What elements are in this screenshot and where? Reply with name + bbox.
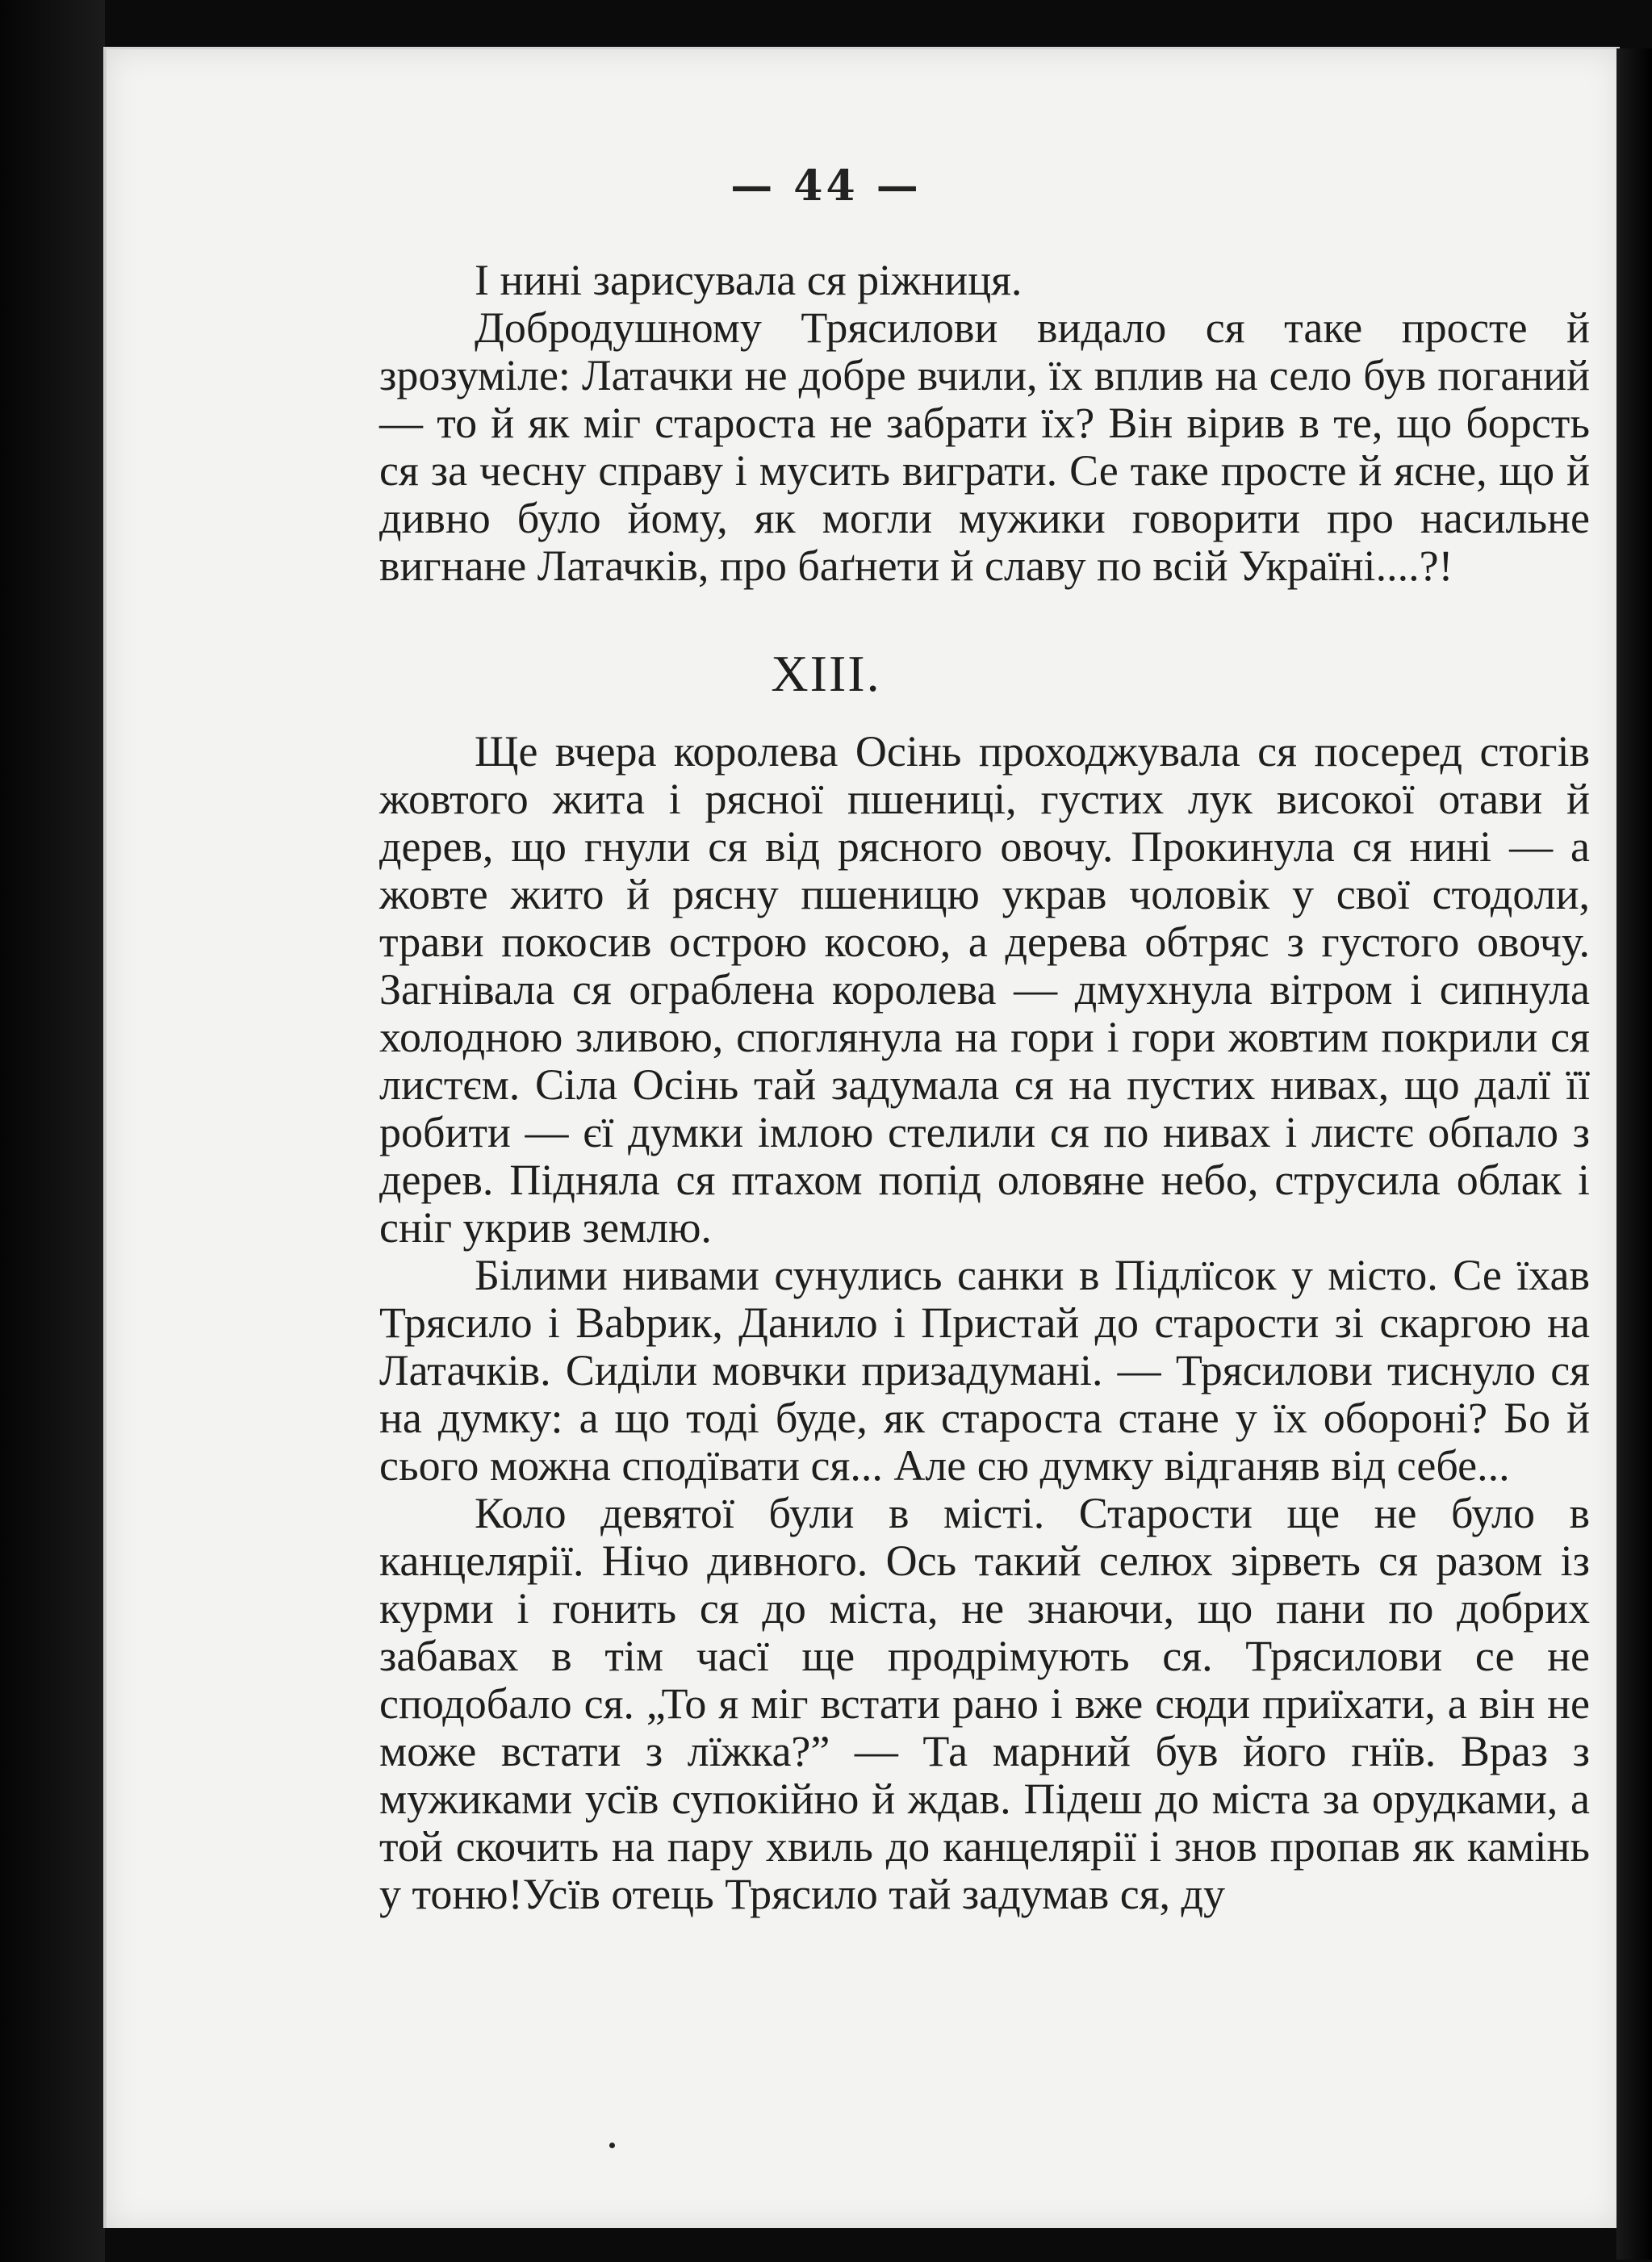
page-number: — 44 — [730, 161, 922, 211]
ink-speck [609, 2143, 615, 2148]
paragraph: І нині зарисувала ся ріжниця. [475, 256, 1023, 304]
chapter-title: XIII. [771, 645, 881, 702]
chapter-text [379, 728, 1590, 1918]
paragraph: Добродушному Трясилови видало ся таке просте й зрозуміле: Латачки не добре вчили, їх вплив на село був поганий — то й як міг староста не забрати їх? Він вірив в те, що борсть ся за чесну справу і мусить виграти. Се таке просте й ясне, що й дивно було йому, як могли мужики говорити про насильне вигнане Латачків, про баґнети й славу по всій Україні....?! [379, 303, 1590, 590]
paragraph: Коло девятої були в місті. Старости ще не було в канцелярії. Нічо дивного. Ось такий селюх зірветь ся разом із курми і гонить ся до міста, не знаючи, що пани по добрих забавах в тім часї ще продрімують ся. Трясилови се не сподобало ся. „То я міг встати рано і вже сюди приїхати, а він не може встати з лїжка?” — Та марний був його гнїв. Враз з мужиками усїв супокійно й ждав. Підеш до міста за орудками, а той скочить на пару хвиль до канцелярії і знов пропав як камінь у тоню!Усїв отець Трясило тай задумав ся, ду [379, 1489, 1590, 1918]
paragraph: Білими нивами сунулись санки в Підлїсок у місто. Се їхав Трясило і Babрик, Данило і Пристай до старости зі скаргою на Латачків. Сиділи мовчки призадумані. — Трясилови тиснуло ся на думку: а що тоді буде, як староста стане у їх обороні? Бо й сього можна сподївати ся... Але сю думку відганяв від себе... [379, 1251, 1590, 1490]
chapter-end-text [379, 257, 1590, 590]
scan-left-border [0, 0, 105, 2262]
scan-right-border [1616, 48, 1652, 2260]
paragraph: Ще вчера королева Осінь проходжувала ся посеред стогів жовтого жита і рясної пшениці, густих лук високої отави й дерев, що гнули ся від рясного овочу. Прокинула ся нині — а жовте жито й рясну пшеницю украв чоловік у свої стодоли, трави покосив острою косою, а дерева обтряс з густого овочу. Загнівала ся ограблена королева — дмухнула вітром і сипнула холодною зливою, споглянула на гори і гори жовтим покрили ся листєм. Сіла Осінь тай задумала ся на пустих нивах, що далї її робити — єї думки імлою стелили ся по нивах і листє обпало з дерев. Підняла ся птахом попід оловяне небо, струсила облак і сніг укрив землю. [379, 727, 1590, 1252]
